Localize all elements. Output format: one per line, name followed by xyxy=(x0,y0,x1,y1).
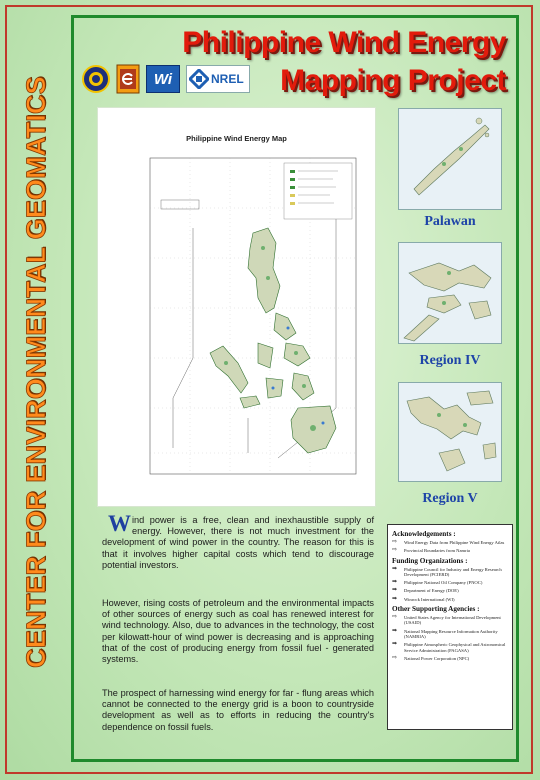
list-item: ⇨ Wind Energy Data from Philippine Wind Energy Atlas xyxy=(392,539,505,545)
philippine-wind-map xyxy=(98,108,375,506)
title-line-2: Mapping Project xyxy=(280,64,506,97)
arrow-icon: ⇨ xyxy=(392,614,398,621)
arrow-icon: ➡ xyxy=(392,587,398,594)
seal-logo-icon xyxy=(82,65,110,93)
palawan-map-thumbnail xyxy=(398,108,502,210)
arrow-icon: ➡ xyxy=(392,579,398,586)
list-item: ➡ Philippine Council for Industry and Energy Research Development (PCIERD) xyxy=(392,565,502,577)
nrel-logo-icon xyxy=(186,65,250,93)
list-item: ➡ Department of Energy (DOE) xyxy=(392,587,459,594)
list-item: ⇨ Provincial Boundaries from Namria xyxy=(392,547,470,554)
arrow-icon: ➡ xyxy=(392,627,398,634)
caption-palawan: Palawan xyxy=(424,214,476,229)
e-logo-icon xyxy=(116,65,140,93)
list-item: ➡ Philippine National Oil Company (PNOC) xyxy=(392,579,483,586)
wi-logo-text: Wi xyxy=(153,70,173,88)
map-title: Philippine Wind Energy Map xyxy=(186,134,287,143)
wi-logo-icon xyxy=(146,65,180,93)
title-line-1: Philippine Wind Energy xyxy=(182,26,506,59)
list-item: ⇨ United States Agency for International Development (USAID) xyxy=(392,614,501,626)
region-v-map-thumbnail xyxy=(398,382,502,482)
paragraph-1-text: ind power is a free, clean and inexhaustible supply of energy. However, there is not much investment for the development of wind power in the country. The reason for this is that it involves higher capital costs which tend to discourage potential investors. xyxy=(102,515,374,570)
list-item: ➡ National Mapping Resource Information Authority (NAMRIA) xyxy=(392,627,498,639)
region-iv-map-graphic xyxy=(399,243,501,343)
caption-region-iv: Region IV xyxy=(419,353,481,368)
arrow-icon: ➡ xyxy=(392,641,398,648)
arrow-icon: ⇨ xyxy=(392,654,398,661)
palawan-map-graphic xyxy=(399,109,501,209)
acknowledgements-heading: Acknowledgements : xyxy=(392,530,456,538)
list-item: ➡ Winrock International (WI) xyxy=(392,595,455,602)
region-iv-map-thumbnail xyxy=(398,242,502,344)
arrow-icon: ⇨ xyxy=(392,539,398,545)
nrel-logo-text: NREL xyxy=(211,72,244,86)
drop-cap: W xyxy=(108,511,131,536)
arrow-icon: ➡ xyxy=(392,595,398,602)
vertical-title: CENTER FOR ENVIRONMENTAL GEOMATICS xyxy=(21,76,51,668)
acknowledgements-box xyxy=(387,524,513,730)
arrow-icon: ⇨ xyxy=(392,547,398,554)
paragraph-1 xyxy=(102,511,374,571)
list-item: ⇨ National Power Corporation (NPC) xyxy=(392,654,470,661)
supporting-agencies-heading: Other Supporting Agencies : xyxy=(392,605,480,614)
paragraph-3: The prospect of harnessing wind energy for far - flung areas which cannot be connected to the energy grid is a boon to countryside development as well as to efforts in reducing the country's dependence on fossil fuels. xyxy=(102,688,374,732)
region-v-map-graphic xyxy=(399,383,501,481)
funding-heading: Funding Organizations : xyxy=(392,556,468,565)
arrow-icon: ➡ xyxy=(392,565,398,572)
logo-row xyxy=(82,64,250,94)
caption-region-v: Region V xyxy=(422,491,478,506)
map-graphic xyxy=(98,108,375,506)
list-item: ➡ Philippine Atmospheric Geophysical and Astronomical Service Administration (PAGASA) xyxy=(392,641,506,653)
paragraph-2: However, rising costs of petroleum and the environmental impacts of other sources of energy such as coal has renewed interest for wind technology. Also, due to advances in the technology, the cost per kilowatt-hour of wind power is decreasing and is approaching that of the cost of producing energy from fossil fuel - generated systems. xyxy=(102,598,374,665)
